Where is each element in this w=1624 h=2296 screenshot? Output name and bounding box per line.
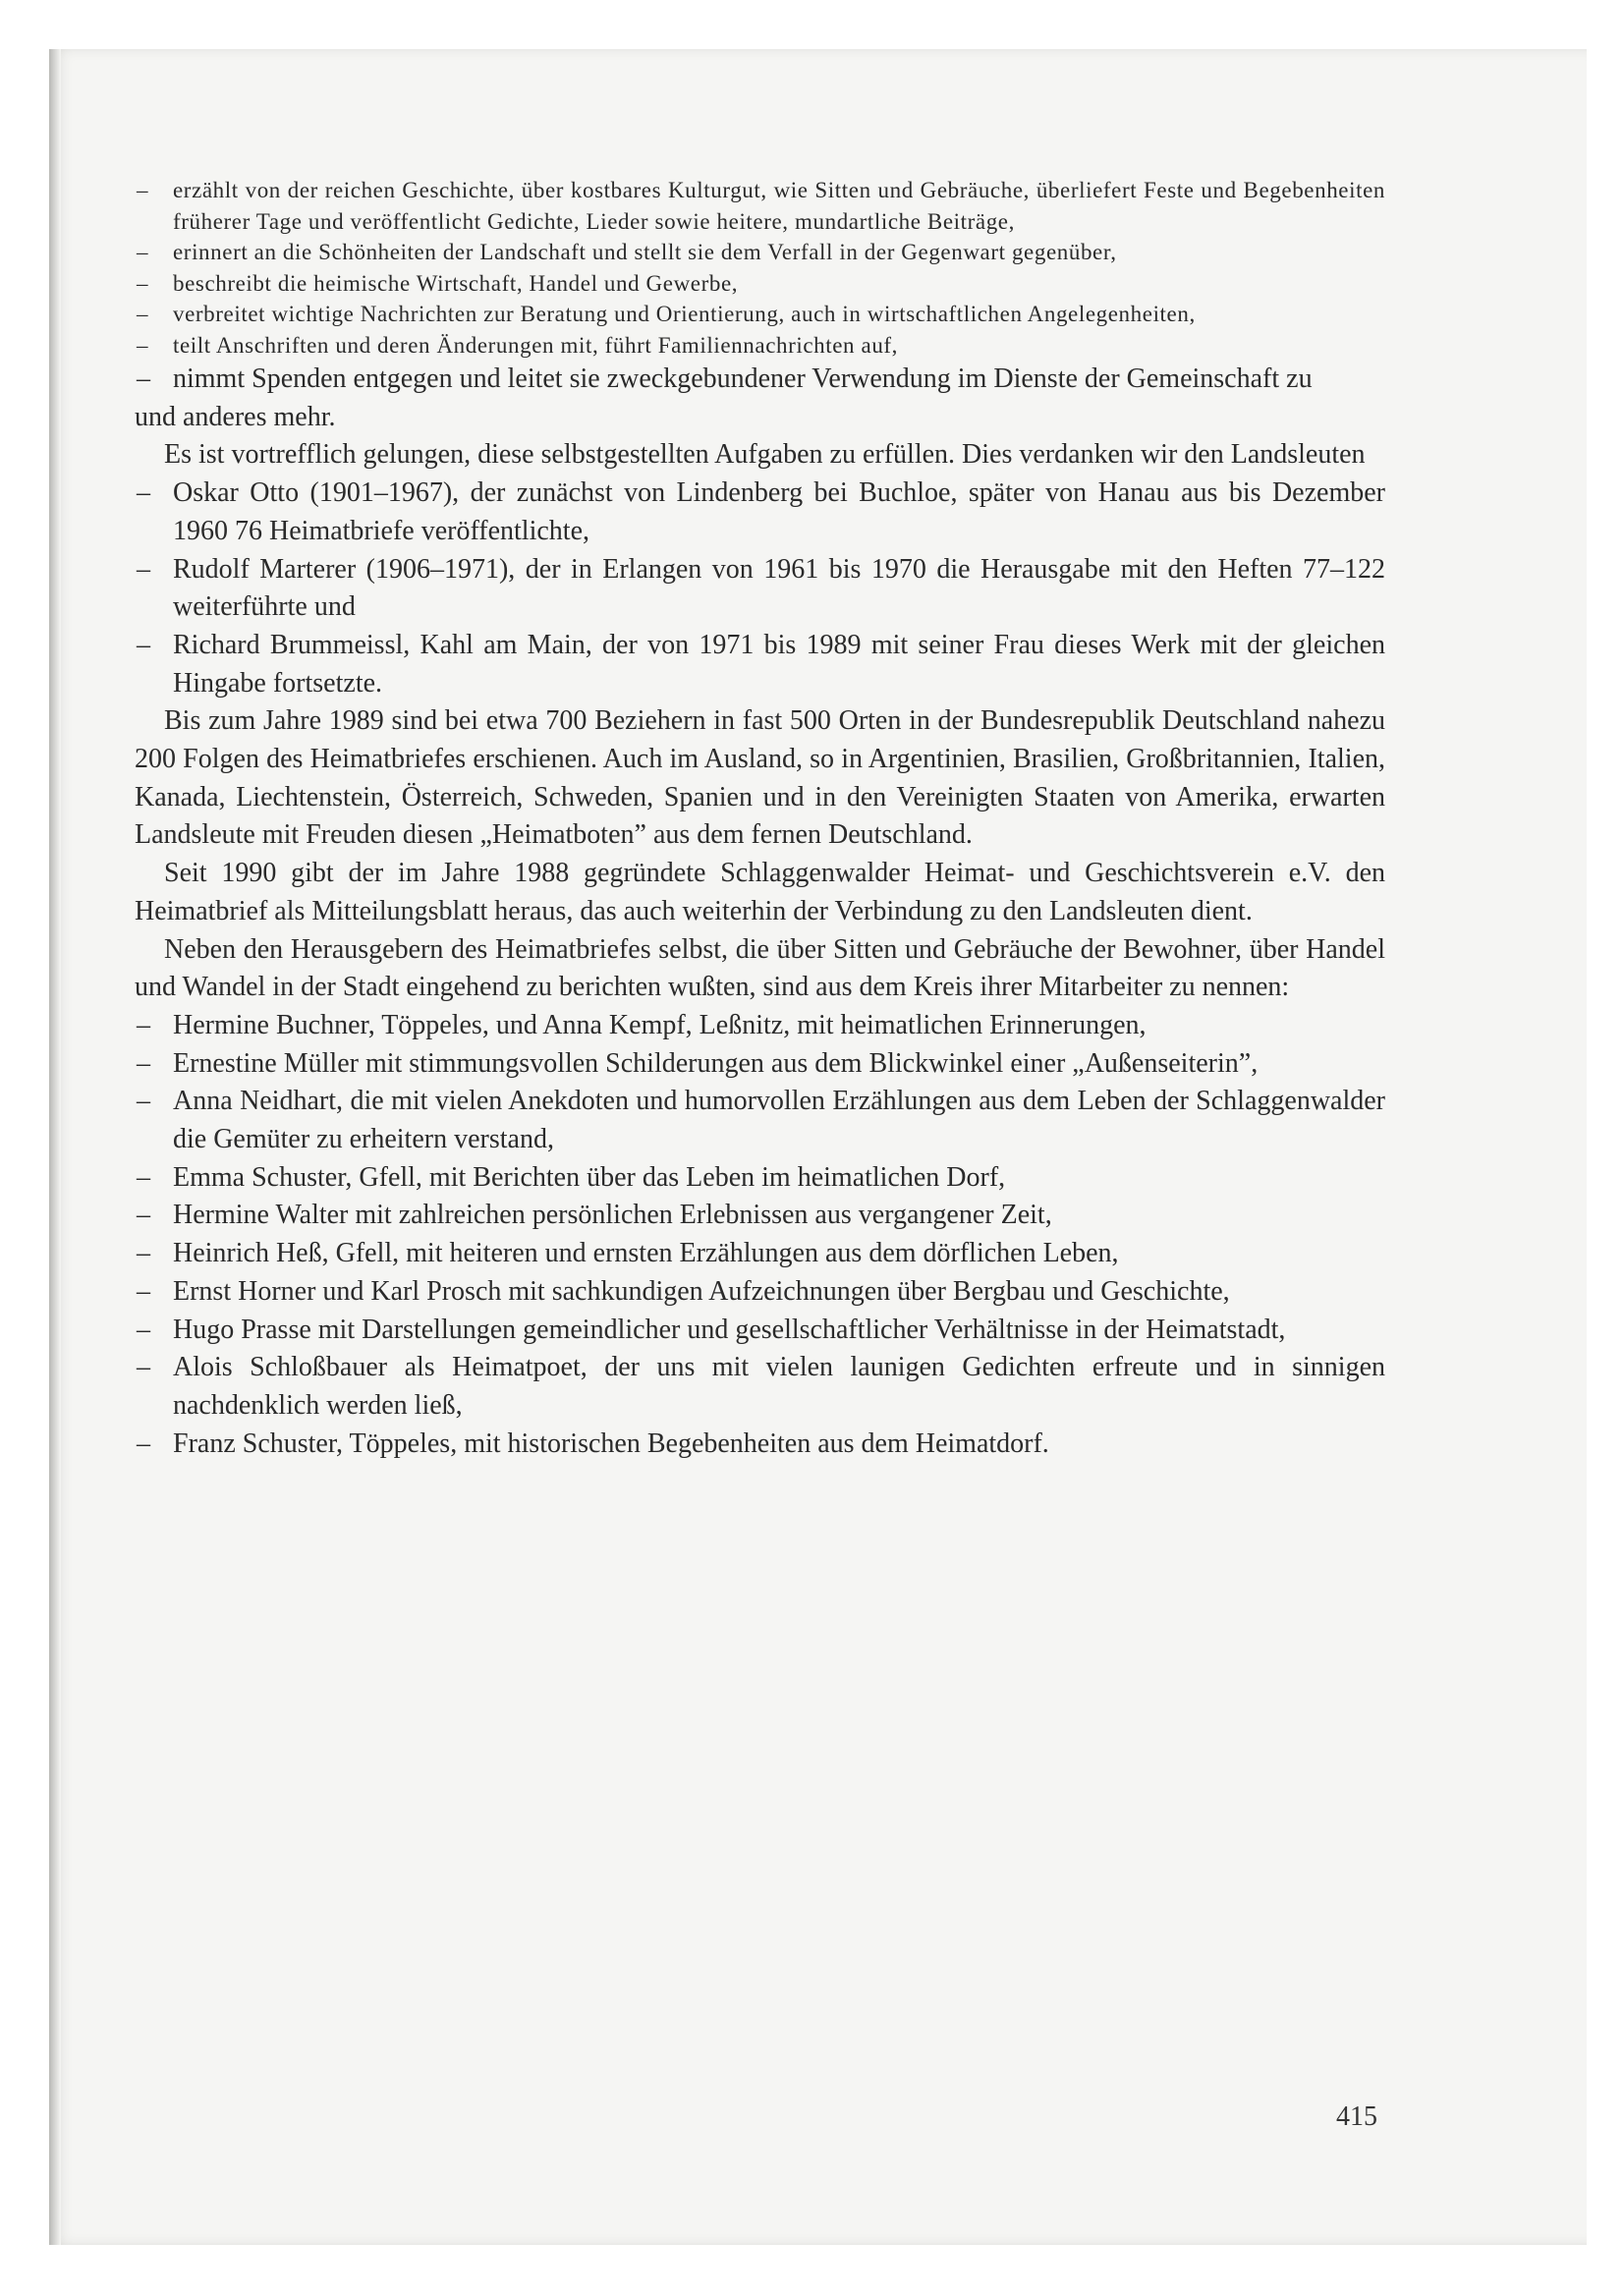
list-item-text: beschreibt die heimische Wirtschaft, Handel und Gewerbe,	[173, 270, 739, 296]
list-item	[135, 361, 1385, 399]
list-item	[135, 1426, 1385, 1464]
list-item	[135, 1197, 1385, 1235]
list-item	[135, 1007, 1385, 1045]
list-item	[135, 1159, 1385, 1198]
list-item-text: Emma Schuster, Gfell, mit Berichten über das Leben im heimatlichen Dorf,	[173, 1161, 1006, 1193]
paragraph: Bis zum Jahre 1989 sind bei etwa 700 Beziehern in fast 500 Orten in der Bundesrepublik Deutschland nahezu 200 Folgen des Heimatbriefes erschienen. Auch im Ausland, so in Argentinien, Brasilien, Großbritannien, Italien, Kanada, Liechtenstein, Österreich, Schweden, Spanien und in den Vereinigten Staaten von Amerika, erwarten Landsleute mit Freuden diesen „Heimatboten” aus dem fernen Deutschland.	[135, 705, 1385, 851]
dash-bullet: –	[137, 1428, 150, 1459]
list-item	[135, 1045, 1385, 1084]
list-item	[135, 475, 1385, 550]
list-item-text: Ernestine Müller mit stimmungsvollen Schilderungen aus dem Blickwinkel einer „Außenseiterin”,	[173, 1047, 1259, 1079]
list-item	[135, 237, 1385, 268]
dash-bullet: –	[137, 1314, 150, 1345]
list-item	[135, 330, 1385, 362]
list-item-text: Alois Schloßbauer als Heimatpoet, der uns mit vielen launigen Gedichten erfreute und in sinnigen nachdenklich werden ließ,	[173, 1352, 1385, 1421]
list-item-text: Oskar Otto (1901–1967), der zunächst von Lindenberg bei Buchloe, später von Hanau aus bis Dezember 1960 76 Heimatbriefe veröffentlichte,	[173, 477, 1385, 546]
paragraph: Neben den Herausgebern des Heimatbriefes selbst, die über Sitten und Gebräuche der Bewohner, über Handel und Wandel in der Stadt eingehend zu berichten wußten, sind aus dem Kreis ihrer Mitarbeiter zu nennen:	[135, 933, 1385, 1003]
list-item	[135, 1349, 1385, 1425]
dash-bullet: –	[137, 1047, 150, 1079]
list-item-text: teilt Anschriften und deren Änderungen mit, führt Familiennachrichten auf,	[173, 332, 899, 358]
list-item-text: erzählt von der reichen Geschichte, über kostbares Kulturgut, wie Sitten und Gebräuche, überliefert Feste und Begebenheiten früherer Tage und veröffentlicht Gedichte, Lieder sowie heitere, mundartliche Beiträge,	[173, 178, 1385, 234]
list-item-text: Franz Schuster, Töppeles, mit historischen Begebenheiten aus dem Heimatdorf.	[173, 1428, 1049, 1459]
list-item-text: Rudolf Marterer (1906–1971), der in Erlangen von 1961 bis 1970 die Herausgabe mit den Heften 77–122 weiterführte und	[173, 553, 1385, 623]
dash-bullet: –	[137, 1200, 150, 1231]
list-item-text: Hermine Buchner, Töppeles, und Anna Kempf, Leßnitz, mit heimatlichen Erinnerungen,	[173, 1009, 1147, 1040]
list-item	[135, 1235, 1385, 1273]
dash-bullet: –	[137, 477, 150, 509]
list-item-text: verbreitet wichtige Nachrichten zur Beratung und Orientierung, auch in wirtschaftlichen Angelegenheiten,	[173, 302, 1196, 326]
paragraph: und anderes mehr.	[135, 401, 336, 432]
list-item-text: Hugo Prasse mit Darstellungen gemeindlicher und gesellschaftlicher Verhältnisse in der Heimatstadt,	[173, 1314, 1286, 1345]
dash-bullet: –	[137, 302, 149, 326]
dash-bullet: –	[137, 364, 150, 394]
dash-bullet: –	[137, 178, 149, 202]
list-item	[135, 551, 1385, 627]
list-item	[135, 299, 1385, 330]
list-item-text: erinnert an die Schönheiten der Landschaft und stellt sie dem Verfall in der Gegenwart gegenüber,	[173, 240, 1117, 264]
list-item	[135, 1273, 1385, 1312]
body-text	[135, 175, 1385, 1463]
page-binding-shadow	[49, 49, 61, 2245]
dash-bullet: –	[137, 553, 150, 585]
list-item	[135, 627, 1385, 702]
list-item	[135, 175, 1385, 237]
dash-bullet: –	[137, 332, 149, 358]
list-item-text: Anna Neidhart, die mit vielen Anekdoten und humorvollen Erzählungen aus dem Leben der Schlaggenwalder die Gemüter zu erheitern verstand,	[173, 1086, 1385, 1155]
list-item-text: Richard Brummeissl, Kahl am Main, der von 1971 bis 1989 mit seiner Frau dieses Werk mit der gleichen Hingabe fortsetzte.	[173, 629, 1385, 699]
page-number: 415	[1336, 2101, 1377, 2132]
dash-bullet: –	[137, 1009, 150, 1040]
dash-bullet: –	[137, 240, 149, 264]
list-item-text: nimmt Spenden entgegen und leitet sie zweckgebundener Verwendung im Dienste der Gemeinschaft zu	[173, 364, 1313, 394]
dash-bullet: –	[137, 1238, 150, 1269]
list-item-text: Heinrich Heß, Gfell, mit heiteren und ernsten Erzählungen aus dem dörflichen Leben,	[173, 1238, 1119, 1269]
dash-bullet: –	[137, 270, 149, 296]
dash-bullet: –	[137, 1086, 150, 1117]
list-item	[135, 1312, 1385, 1350]
dash-bullet: –	[137, 1352, 150, 1383]
dash-bullet: –	[137, 1275, 150, 1307]
paragraph: Es ist vortrefflich gelungen, diese selbstgestellten Aufgaben zu erfüllen. Dies verdanken wir den Landsleuten	[164, 439, 1366, 471]
dash-bullet: –	[137, 629, 150, 660]
list-item-text: Ernst Horner und Karl Prosch mit sachkundigen Aufzeichnungen über Bergbau und Geschichte,	[173, 1275, 1230, 1307]
list-item-text: Hermine Walter mit zahlreichen persönlichen Erlebnissen aus vergangener Zeit,	[173, 1200, 1052, 1231]
dash-bullet: –	[137, 1161, 150, 1193]
list-item	[135, 268, 1385, 300]
paragraph: Seit 1990 gibt der im Jahre 1988 gegründete Schlaggenwalder Heimat- und Geschichtsverein e.V. den Heimatbrief als Mitteilungsblatt heraus, das auch weiterhin der Verbindung zu den Landsleuten dient.	[135, 858, 1385, 926]
list-item	[135, 1083, 1385, 1158]
